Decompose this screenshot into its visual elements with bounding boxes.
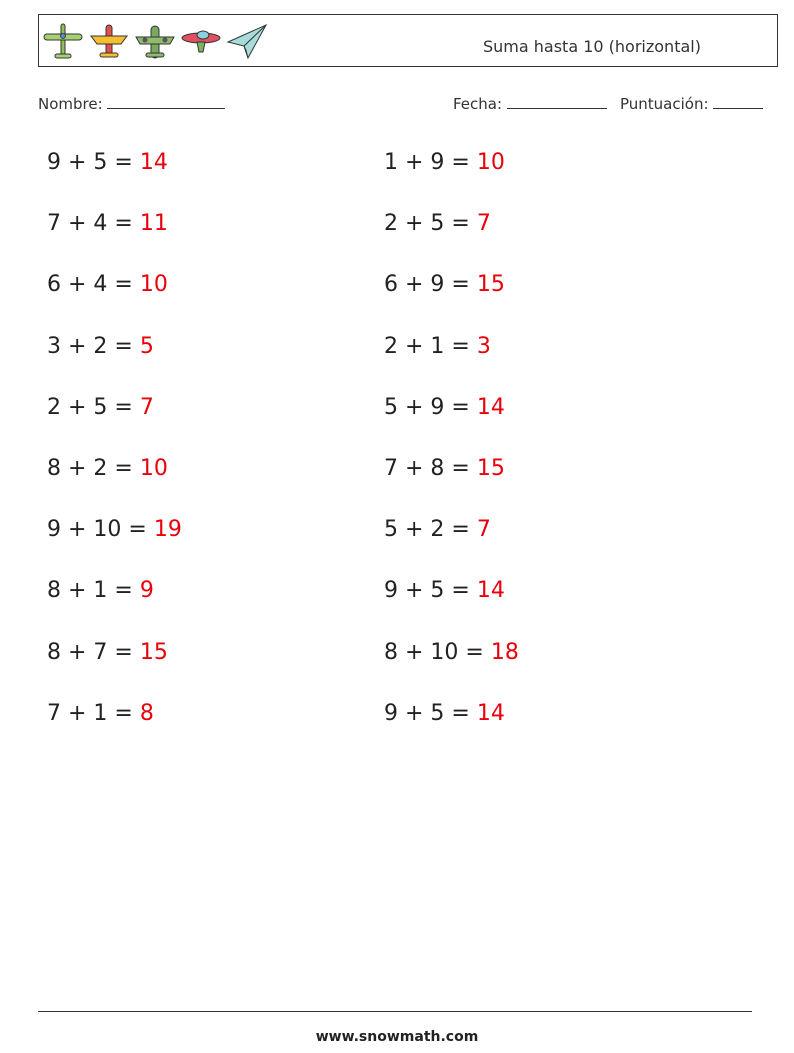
problem-row bbox=[384, 576, 519, 637]
score-label: Puntuación: bbox=[620, 95, 709, 113]
score-blank[interactable] bbox=[713, 94, 763, 109]
problem-row bbox=[47, 515, 182, 576]
name-field[interactable] bbox=[38, 94, 225, 113]
name-blank[interactable] bbox=[107, 94, 225, 109]
problem-row bbox=[384, 638, 519, 699]
date-field[interactable] bbox=[453, 94, 607, 113]
problem-question: 8 + 2 = bbox=[47, 455, 140, 481]
name-label: Nombre: bbox=[38, 95, 103, 113]
problem-question: 3 + 2 = bbox=[47, 333, 140, 359]
problem-question: 8 + 1 = bbox=[47, 578, 140, 604]
problem-answer: 7 bbox=[476, 211, 491, 237]
page-title: Suma hasta 10 (horizontal) bbox=[483, 37, 701, 56]
problem-question: 9 + 5 = bbox=[384, 578, 477, 604]
problem-row bbox=[47, 638, 182, 699]
problem-answer: 15 bbox=[139, 639, 168, 665]
problem-answer: 15 bbox=[476, 272, 505, 298]
problems-right-column bbox=[384, 148, 519, 760]
problem-answer: 18 bbox=[490, 639, 519, 665]
problem-row bbox=[384, 699, 519, 760]
airplane-red-green-icon bbox=[180, 22, 222, 62]
problem-question: 9 + 5 = bbox=[384, 700, 477, 726]
problem-answer: 7 bbox=[476, 517, 491, 543]
header-icons bbox=[42, 22, 268, 62]
problems-left-column bbox=[47, 148, 182, 760]
problem-row bbox=[47, 393, 182, 454]
problem-answer: 15 bbox=[476, 455, 505, 481]
problem-row bbox=[47, 209, 182, 270]
problem-answer: 8 bbox=[139, 700, 154, 726]
problem-answer: 10 bbox=[139, 272, 168, 298]
problem-question: 6 + 4 = bbox=[47, 272, 140, 298]
problem-row bbox=[384, 515, 519, 576]
problem-row bbox=[47, 332, 182, 393]
problem-answer: 14 bbox=[139, 150, 168, 175]
problem-question: 8 + 10 = bbox=[384, 639, 491, 665]
paper-plane-icon bbox=[226, 22, 268, 62]
problem-row bbox=[384, 148, 519, 209]
airplane-green-icon bbox=[42, 22, 84, 62]
problem-answer: 5 bbox=[139, 333, 154, 359]
problem-answer: 19 bbox=[153, 517, 182, 543]
problem-answer: 9 bbox=[139, 578, 154, 604]
score-field[interactable] bbox=[620, 94, 763, 113]
problem-row bbox=[384, 209, 519, 270]
date-label: Fecha: bbox=[453, 95, 503, 113]
problem-question: 7 + 1 = bbox=[47, 700, 140, 726]
problem-question: 2 + 5 = bbox=[384, 211, 477, 237]
problem-answer: 10 bbox=[139, 455, 168, 481]
problem-question: 2 + 5 = bbox=[47, 394, 140, 420]
problem-question: 7 + 8 = bbox=[384, 455, 477, 481]
problem-row bbox=[47, 270, 182, 331]
airplane-green-propeller-icon bbox=[134, 22, 176, 62]
footer-site: www.snowmath.com bbox=[315, 1029, 479, 1045]
footer-divider bbox=[38, 1011, 752, 1012]
problem-question: 7 + 4 = bbox=[47, 211, 140, 237]
date-blank[interactable] bbox=[507, 94, 607, 109]
problem-row bbox=[47, 699, 182, 760]
problem-answer: 14 bbox=[476, 394, 505, 420]
worksheet-header bbox=[38, 14, 778, 67]
problem-row bbox=[384, 454, 519, 515]
problem-row bbox=[384, 332, 519, 393]
problem-row bbox=[47, 454, 182, 515]
problem-answer: 7 bbox=[139, 394, 154, 420]
problem-answer: 11 bbox=[139, 211, 168, 237]
problem-question: 5 + 9 = bbox=[384, 394, 477, 420]
problem-question: 8 + 7 = bbox=[47, 639, 140, 665]
problem-row bbox=[47, 576, 182, 637]
problem-question: 1 + 9 = bbox=[384, 150, 477, 175]
problem-answer: 14 bbox=[476, 578, 505, 604]
problem-answer: 10 bbox=[476, 150, 505, 175]
airplane-yellow-red-icon bbox=[88, 22, 130, 62]
problem-answer: 14 bbox=[476, 700, 505, 726]
problem-row bbox=[384, 393, 519, 454]
problem-question: 9 + 5 = bbox=[47, 150, 140, 175]
problem-question: 5 + 2 = bbox=[384, 517, 477, 543]
problem-row bbox=[384, 270, 519, 331]
problem-question: 2 + 1 = bbox=[384, 333, 477, 359]
problem-question: 6 + 9 = bbox=[384, 272, 477, 298]
problem-row bbox=[47, 148, 182, 209]
problem-answer: 3 bbox=[476, 333, 491, 359]
problem-question: 9 + 10 = bbox=[47, 517, 154, 543]
